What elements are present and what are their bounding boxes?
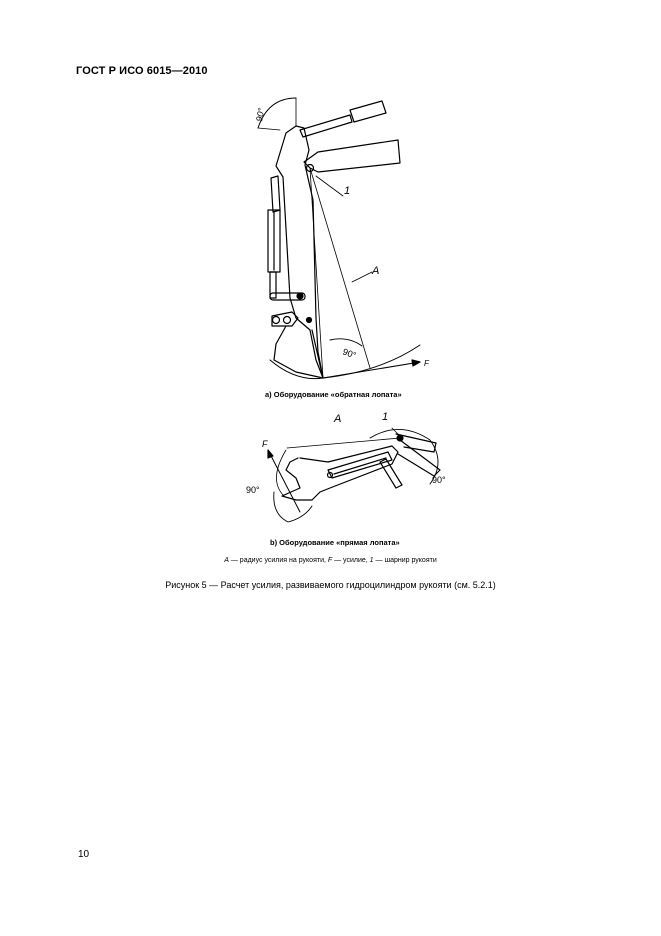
- legend-a-text: — радиус усилия на рукояти,: [228, 557, 328, 564]
- angle-label-bottom-a: 90°: [341, 346, 358, 361]
- legend-f-text: — усилие,: [332, 557, 370, 564]
- caption-front-shovel: b) Оборудование «прямая лопата»: [270, 538, 400, 547]
- force-label-b: F: [262, 439, 268, 449]
- page-number: 10: [78, 849, 90, 860]
- pivot-label-a: 1: [344, 185, 351, 197]
- legend-a-symbol: A: [224, 557, 229, 564]
- figure-legend: [0, 557, 661, 564]
- force-label-a: F: [424, 359, 429, 368]
- angle-label-right-b: 90°: [432, 475, 446, 485]
- radius-label-a: A: [372, 265, 380, 277]
- standard-header: ГОСТ Р ИСО 6015—2010: [76, 65, 208, 77]
- radius-label-b: A: [334, 413, 342, 425]
- pivot-label-b: 1: [382, 411, 389, 423]
- angle-label-left-b: 90°: [246, 485, 260, 495]
- figure-title: Рисунок 5 — Расчет усилия, развиваемого гидроцилиндром рукояти (см. 5.2.1): [165, 580, 496, 590]
- drawing-backhoe: [258, 98, 420, 379]
- angle-label-top-a: 90°: [254, 107, 267, 123]
- caption-backhoe: a) Оборудование «обратная лопата»: [265, 390, 402, 399]
- legend-one-text: — шарнир рукояти: [373, 557, 437, 564]
- legend-one-symbol: 1: [369, 557, 374, 564]
- legend-f-symbol: F: [327, 557, 333, 564]
- drawing-front-shovel: [268, 428, 440, 522]
